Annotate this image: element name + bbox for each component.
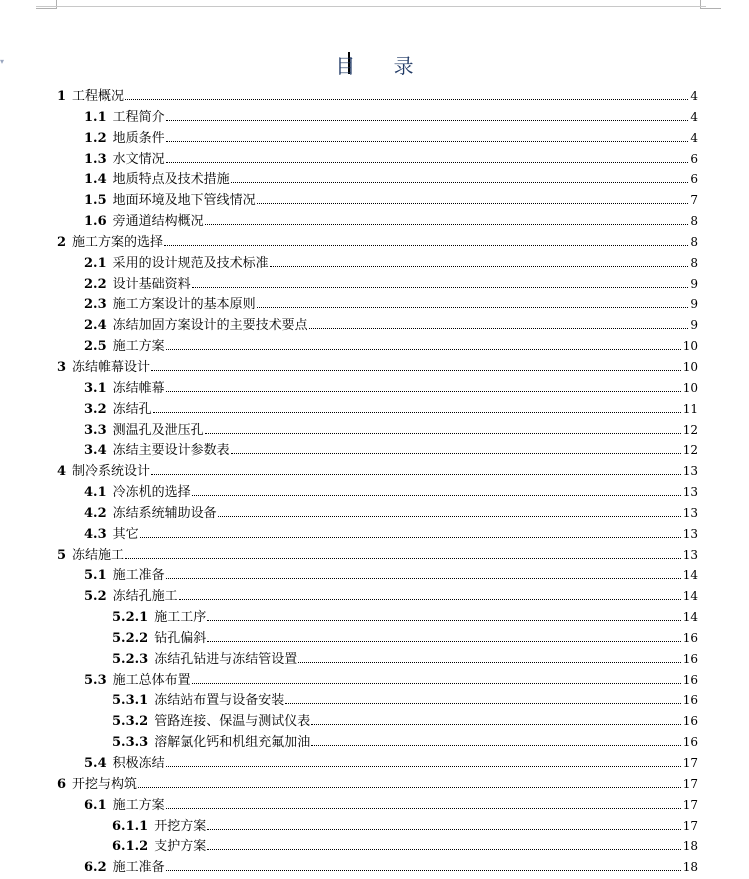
toc-leader-dots	[298, 662, 681, 663]
toc-entry-page: 13	[682, 505, 698, 520]
toc-entry[interactable]	[57, 481, 698, 502]
toc-entry-title: 其它	[112, 526, 139, 542]
toc-leader-dots	[231, 453, 681, 454]
toc-leader-dots	[270, 266, 689, 267]
toc-entry-title: 地质条件	[112, 130, 165, 146]
toc-entry-page: 10	[682, 380, 698, 395]
toc-entry-page: 16	[682, 693, 698, 708]
toc-entry-page: 17	[682, 756, 698, 770]
toc-entry-title: 冷冻机的选择	[112, 485, 191, 501]
toc-entry-number: 1.3	[84, 151, 107, 167]
toc-leader-dots	[125, 99, 688, 100]
toc-leader-dots	[166, 162, 689, 163]
toc-entry-number: 5.3	[84, 672, 107, 688]
toc-entry-page: 18	[682, 860, 698, 875]
toc-entry-number: 5	[57, 547, 67, 563]
toc-entry-page: 16	[682, 735, 698, 750]
toc-entry[interactable]	[57, 231, 698, 252]
toc-leader-dots	[257, 203, 689, 204]
toc-entry-number: 5.3.1	[112, 693, 149, 709]
toc-entry-page: 13	[682, 464, 698, 479]
toc-entry-title: 冻结孔施工	[112, 589, 178, 605]
toc-entry-number: 1.1	[84, 109, 107, 125]
page-corner-mark-right	[700, 0, 721, 9]
toc-entry[interactable]	[57, 356, 698, 377]
toc-entry-title: 管路连接、保温与测试仪表	[154, 714, 311, 730]
toc-entry[interactable]	[57, 252, 698, 273]
toc-entry[interactable]	[57, 148, 698, 169]
toc-leader-dots	[140, 537, 681, 538]
toc-entry-number: 5.2	[84, 589, 107, 605]
toc-entry-page: 17	[682, 818, 698, 833]
toc-entry-page: 12	[682, 443, 698, 458]
toc-entry-page: 10	[682, 339, 698, 354]
toc-leader-dots	[285, 703, 681, 704]
toc-entry-number: 1.2	[84, 130, 107, 146]
page-top-rule	[36, 6, 706, 7]
toc-entry[interactable]	[57, 377, 698, 398]
toc-entry[interactable]	[57, 585, 698, 606]
toc-leader-dots	[179, 599, 681, 600]
toc-entry-page: 18	[682, 839, 698, 854]
toc-entry-page: 13	[682, 526, 698, 541]
toc-entry[interactable]	[57, 564, 698, 585]
toc-entry-title: 冻结孔	[112, 401, 152, 417]
toc-entry-page: 14	[682, 568, 698, 583]
toc-entry[interactable]	[57, 773, 698, 794]
page-title: 目 录	[335, 54, 430, 78]
toc-entry-page: 16	[682, 651, 698, 666]
toc-entry[interactable]	[57, 794, 698, 815]
toc-entry-number: 6.1	[84, 797, 107, 813]
toc-entry-number: 4	[57, 464, 67, 480]
toc-entry[interactable]	[57, 314, 698, 335]
toc-entry-number: 5.2.3	[112, 651, 149, 667]
toc-entry-number: 3.2	[84, 401, 107, 417]
toc-leader-dots	[207, 620, 681, 621]
toc-entry-title: 旁通道结构概况	[112, 214, 204, 230]
toc-entry-title: 施工总体布置	[112, 672, 191, 688]
toc-entry[interactable]	[57, 335, 698, 356]
toc-entry[interactable]	[57, 627, 698, 648]
toc-entry-title: 积极冻结	[112, 756, 165, 771]
toc-entry-page: 16	[682, 672, 698, 687]
toc-entry-title: 测温孔及泄压孔	[112, 422, 204, 438]
toc-entry-title: 施工准备	[112, 568, 165, 584]
toc-leader-dots	[166, 578, 681, 579]
toc-leader-dots	[192, 683, 681, 684]
toc-entry-number: 2.3	[84, 297, 107, 313]
toc-entry-page: 11	[682, 401, 698, 416]
toc-entry-number: 4.2	[84, 505, 107, 521]
toc-entry-page: 4	[690, 130, 698, 145]
toc-entry-number: 1	[57, 89, 67, 104]
toc-entry-title: 制冷系统设计	[72, 464, 151, 480]
toc-entry-title: 施工方案	[112, 797, 165, 813]
toc-entry-title: 地质特点及技术措施	[112, 172, 230, 188]
toc-leader-dots	[207, 829, 681, 830]
toc-entry-number: 3.1	[84, 380, 107, 396]
toc-entry[interactable]	[57, 606, 698, 627]
toc-entry-page: 16	[682, 630, 698, 645]
toc-entry-page: 9	[690, 276, 698, 291]
toc-entry-number: 3.4	[84, 443, 107, 459]
page-corner-mark-left	[36, 0, 57, 9]
toc-entry-page: 16	[682, 714, 698, 729]
toc-entry-number: 2.2	[84, 276, 107, 292]
toc-entry[interactable]	[57, 752, 698, 773]
toc-entry-number: 6	[57, 776, 67, 792]
toc-leader-dots	[166, 391, 681, 392]
toc-entry-title: 开挖与构筑	[72, 776, 138, 792]
toc-leader-dots	[166, 808, 681, 809]
toc-leader-dots	[218, 516, 681, 517]
toc-entry[interactable]	[57, 835, 698, 856]
toc-entry-number: 5.1	[84, 568, 107, 584]
toc-leader-dots	[166, 120, 689, 121]
toc-leader-dots	[311, 724, 681, 725]
toc-entry-title: 工程概况	[72, 89, 125, 104]
toc-leader-dots	[151, 370, 681, 371]
toc-entry-page: 14	[682, 589, 698, 604]
toc-entry-page: 4	[690, 89, 698, 103]
toc-leader-dots	[153, 412, 681, 413]
toc-entry-number: 5.3.3	[112, 735, 149, 751]
toc-entry-title: 冻结孔钻进与冻结管设置	[154, 651, 298, 667]
toc-leader-dots	[138, 787, 681, 788]
toc-entry[interactable]	[57, 710, 698, 731]
toc-entry-number: 2.5	[84, 339, 107, 355]
toc-entry-number: 5.4	[84, 756, 107, 771]
toc-leader-dots	[164, 245, 688, 246]
toc-entry-page: 17	[682, 797, 698, 812]
toc-entry-title: 冻结帷幕	[112, 380, 165, 396]
toc-entry-title: 工程简介	[112, 109, 165, 125]
toc-leader-dots	[151, 474, 681, 475]
toc-entry-number: 6.1.1	[112, 818, 149, 834]
toc-entry[interactable]	[57, 106, 698, 127]
toc-entry[interactable]	[57, 731, 698, 752]
toc-entry-page: 8	[690, 214, 698, 229]
toc-entry-page: 17	[682, 776, 698, 791]
toc-entry-page: 8	[690, 255, 698, 270]
toc-entry-number: 5.2.2	[112, 630, 149, 646]
toc-entry-number: 5.3.2	[112, 714, 149, 730]
toc-entry-page: 13	[682, 485, 698, 500]
toc-entry-page: 6	[690, 172, 698, 187]
toc-entry-page: 6	[690, 151, 698, 166]
toc-entry-title: 冻结帷幕设计	[72, 359, 151, 375]
toc-entry-number: 5.2.1	[112, 610, 149, 626]
toc-entry[interactable]	[57, 815, 698, 836]
toc-entry-title: 钻孔偏斜	[154, 630, 207, 646]
toc-entry-title: 施工准备	[112, 860, 165, 876]
toc-entry-title: 冻结加固方案设计的主要技术要点	[112, 318, 308, 334]
toc-entry-page: 4	[690, 109, 698, 124]
toc-entry-number: 4.3	[84, 526, 107, 542]
toc-entry[interactable]	[57, 85, 698, 106]
side-marker-icon[interactable]: ▾	[0, 57, 5, 66]
toc-entry-page: 12	[682, 422, 698, 437]
toc-entry-title: 设计基础资料	[112, 276, 191, 292]
toc-entry-page: 14	[682, 610, 698, 625]
toc-leader-dots	[166, 349, 681, 350]
toc-entry-number: 2	[57, 234, 67, 250]
toc-entry-title: 施工方案的选择	[72, 234, 164, 250]
toc-leader-dots	[205, 433, 681, 434]
toc-leader-dots	[166, 766, 681, 767]
toc-entry-number: 6.2	[84, 860, 107, 876]
toc-entry-title: 施工方案	[112, 339, 165, 355]
toc-entry[interactable]	[57, 669, 698, 690]
toc-entry-title: 施工工序	[154, 610, 207, 626]
toc-leader-dots	[257, 307, 689, 308]
toc-entry[interactable]	[57, 856, 698, 877]
toc-leader-dots	[311, 745, 681, 746]
table-of-contents	[57, 85, 698, 877]
toc-entry-title: 溶解氯化钙和机组充氟加油	[154, 735, 311, 751]
toc-leader-dots	[309, 328, 689, 329]
toc-entry[interactable]	[57, 460, 698, 481]
toc-entry-page: 9	[690, 318, 698, 333]
toc-leader-dots	[207, 641, 681, 642]
toc-leader-dots	[207, 849, 681, 850]
toc-entry[interactable]	[57, 273, 698, 294]
toc-entry[interactable]	[57, 189, 698, 210]
toc-entry[interactable]	[57, 398, 698, 419]
toc-entry-number: 1.5	[84, 193, 107, 209]
toc-entry[interactable]	[57, 210, 698, 231]
toc-entry[interactable]	[57, 127, 698, 148]
toc-entry-title: 开挖方案	[154, 818, 207, 834]
toc-entry[interactable]	[57, 419, 698, 440]
toc-entry-page: 8	[690, 234, 698, 249]
toc-entry-number: 3.3	[84, 422, 107, 438]
toc-entry-page: 9	[690, 297, 698, 312]
toc-leader-dots	[166, 141, 689, 142]
toc-leader-dots	[205, 224, 689, 225]
toc-entry-title: 支护方案	[154, 839, 207, 855]
toc-entry[interactable]	[57, 523, 698, 544]
toc-entry-page: 10	[682, 359, 698, 374]
toc-entry-title: 地面环境及地下管线情况	[112, 193, 256, 209]
toc-entry-title: 采用的设计规范及技术标准	[112, 255, 269, 271]
toc-entry-number: 6.1.2	[112, 839, 149, 855]
toc-entry[interactable]	[57, 293, 698, 314]
toc-leader-dots	[192, 495, 681, 496]
toc-entry[interactable]	[57, 168, 698, 189]
toc-entry-page: 7	[690, 193, 698, 208]
toc-entry[interactable]	[57, 502, 698, 523]
toc-entry-number: 3	[57, 359, 67, 375]
toc-entry-title: 冻结站布置与设备安装	[154, 693, 285, 709]
toc-entry-number: 2.4	[84, 318, 107, 334]
toc-leader-dots	[192, 287, 689, 288]
toc-entry-title: 施工方案设计的基本原则	[112, 297, 256, 313]
toc-entry-number: 1.4	[84, 172, 107, 188]
toc-entry-page: 13	[682, 547, 698, 562]
toc-entry-title: 水文情况	[112, 151, 165, 167]
toc-entry-number: 1.6	[84, 214, 107, 230]
toc-entry[interactable]	[57, 648, 698, 669]
toc-leader-dots	[231, 182, 689, 183]
toc-leader-dots	[125, 558, 681, 559]
toc-entry[interactable]	[57, 439, 698, 460]
toc-entry-number: 4.1	[84, 485, 107, 501]
toc-entry-title: 冻结施工	[72, 547, 125, 563]
toc-entry-title: 冻结系统辅助设备	[112, 505, 217, 521]
toc-entry-title: 冻结主要设计参数表	[112, 443, 230, 459]
toc-leader-dots	[166, 870, 681, 871]
toc-entry[interactable]	[57, 689, 698, 710]
toc-entry[interactable]	[57, 544, 698, 565]
toc-entry-number: 2.1	[84, 255, 107, 271]
